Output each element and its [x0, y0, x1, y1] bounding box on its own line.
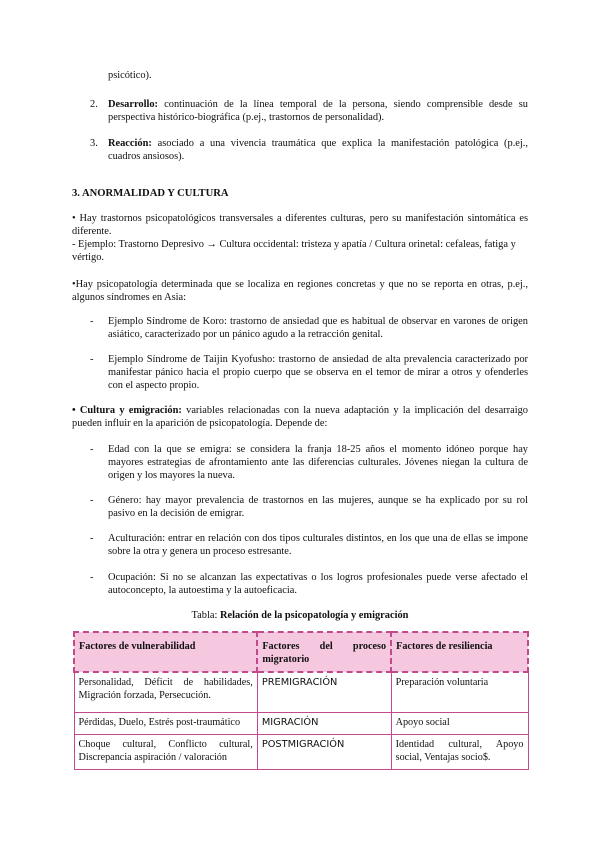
dash-marker: - [90, 533, 94, 544]
dash-marker: - [90, 444, 94, 455]
migration-term: • Cultura y emigración: [72, 405, 182, 416]
paragraph-migration [72, 404, 528, 430]
factor-acculturation [90, 532, 528, 558]
table-row [74, 712, 528, 735]
item-body [108, 137, 528, 163]
numbered-item-3 [90, 137, 528, 163]
factor-occupation [90, 571, 528, 597]
caption-title: Relación de la psicopatología y emigración [219, 610, 409, 621]
table-caption [72, 609, 528, 622]
syndrome-koro [90, 315, 528, 341]
table-cell: MIGRACIÓN [257, 712, 391, 735]
factor-text: Aculturación: entrar en relación con dos tipos culturales distintos, en los que una de ellas se impone sobre la otra y genera un proceso estresante. [108, 533, 528, 557]
dash-marker: - [90, 495, 94, 506]
syndrome-text: Ejemplo Síndrome de Taijin Kyofusho: trastorno de ansiedad de alta prevalencia caracterizado por manifestar pánico hacia el propio cuerpo que se observa en el temor de mirar a otros y ofenderles con el aspecto propio. [108, 354, 528, 391]
syndrome-taijin [90, 353, 528, 392]
migration-text: variables relacionadas con la nueva adaptación y la implicación del desarraigo pueden influir en la aparición de psicopatología. Depende de: [72, 405, 528, 429]
item-number: 2. [90, 99, 98, 110]
factor-text: Edad con la que se emigra: se considera la franja 18-25 años el momento idóneo porque hay mayores estrategias de afrontamiento ante las diferencias culturales. Jóvenes niegan la cultura de origen y los mayores la nueva. [108, 444, 528, 481]
table-cell: Preparación voluntaria [391, 672, 528, 712]
item-text: continuación de la línea temporal de la persona, siendo comprensible desde su perspectiva histórico-biográfica (p.ej., trastornos de personalidad). [108, 99, 528, 123]
migration-table [73, 631, 529, 770]
factor-age [90, 443, 528, 482]
table-cell: Apoyo social [391, 712, 528, 735]
factor-gender [90, 494, 528, 520]
dash-marker: - [90, 316, 94, 327]
table-cell: Choque cultural, Conflicto cultural, Discrepancia aspiración / valoración [74, 735, 257, 770]
table-cell: PREMIGRACIÓN [257, 672, 391, 712]
item-term: Reacción: [108, 138, 152, 149]
paragraph-example: - Ejemplo: Trastorno Depresivo → Cultura occidental: tristeza y apatía / Cultura orinetal: cefaleas, fatiga y vértigo. [72, 239, 516, 263]
factor-text: Ocupación: Si no se alcanzan las expectativas o los logros profesionales puede verse afectado el autoconcepto, la autoestima y la autoeficacia. [108, 572, 528, 596]
item-body [108, 98, 528, 124]
header-process: Factores del proceso migratorio [257, 632, 391, 672]
caption-prefix: Tabla: [191, 610, 220, 621]
table-cell: POSTMIGRACIÓN [257, 735, 391, 770]
table-cell: Identidad cultural, Apoyo social, Ventajas socio$. [391, 735, 528, 770]
numbered-item-2 [90, 98, 528, 124]
table-row [74, 735, 528, 770]
section-title: 3. ANORMALIDAD Y CULTURA [72, 188, 229, 199]
item-number: 3. [90, 138, 98, 149]
syndrome-text: Ejemplo Síndrome de Koro: trastorno de ansiedad que es habitual de observar en varones de origen asiático, caracterizado por un pánico agudo a la retracción genital. [108, 316, 528, 340]
factor-text: Género: hay mayor prevalencia de trastornos en las mujeres, aunque se ha explicado por su rol pasivo en la decisión de emigrar. [108, 495, 528, 519]
intro-tail: psicótico). [108, 70, 152, 81]
item-text: asociado a una vivencia traumática que explica la manifestación patológica (p.ej., cuadros ansiosos). [108, 138, 528, 162]
item-term: Desarrollo: [108, 99, 159, 110]
paragraph-transversal: • Hay trastornos psicopatológicos transversales a diferentes culturas, pero su manifestación sintomática es diferente. [72, 213, 528, 237]
header-vulnerability: Factores de vulnerabilidad [74, 632, 257, 672]
table-cell: Personalidad, Déficit de habilidades, Migración forzada, Persecución. [74, 672, 257, 712]
table-cell: Pérdidas, Duelo, Estrés post-traumático [74, 712, 257, 735]
paragraph-regional: •Hay psicopatología determinada que se localiza en regiones concretas y que no se reporta en otras, p.ej., algunos síndromes en Asia: [72, 279, 528, 303]
header-resilience: Factores de resiliencia [391, 632, 528, 672]
dash-marker: - [90, 572, 94, 583]
dash-marker: - [90, 354, 94, 365]
table-row [74, 672, 528, 712]
table-header-row [74, 632, 528, 672]
